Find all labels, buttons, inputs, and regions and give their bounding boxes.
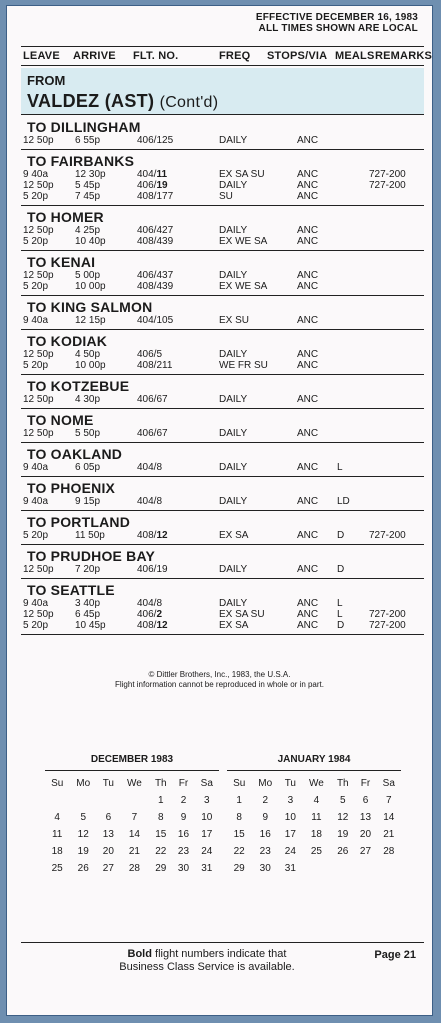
flight-meals: L bbox=[337, 598, 343, 609]
flight-number: 406/2 bbox=[137, 609, 163, 620]
flight-number: 406/5 bbox=[137, 349, 163, 360]
calendar-day: 2 bbox=[262, 795, 268, 806]
calendar-day: 28 bbox=[383, 846, 395, 857]
flight-freq: DAILY bbox=[219, 462, 248, 473]
flight-row bbox=[21, 281, 424, 292]
flight-leave: 9 40a bbox=[23, 462, 49, 473]
flight-row bbox=[21, 496, 424, 507]
calendar-day: 12 bbox=[77, 829, 89, 840]
calendar-day bbox=[377, 860, 401, 877]
calendar-day: 18 bbox=[310, 829, 322, 840]
flight-leave: 12 50p bbox=[23, 270, 54, 281]
calendar-day: 31 bbox=[284, 863, 296, 874]
flight-number: 404/8 bbox=[137, 496, 163, 507]
flight-arrive: 6 45p bbox=[75, 609, 101, 620]
destination-block bbox=[21, 116, 424, 150]
calendar-day: 5 bbox=[80, 812, 86, 823]
origin-continued: (Cont'd) bbox=[159, 94, 219, 111]
flight-number: 408/439 bbox=[137, 281, 174, 292]
destination-name: TO KENAI bbox=[27, 254, 96, 270]
flight-via: ANC bbox=[297, 598, 319, 609]
calendar-day: 8 bbox=[158, 812, 164, 823]
flight-arrive: 10 40p bbox=[75, 236, 106, 247]
calendar-day bbox=[69, 792, 97, 809]
flight-leave: 5 20p bbox=[23, 236, 49, 247]
note-line-2: Business Class Service is available. bbox=[119, 961, 295, 973]
flight-leave: 12 50p bbox=[23, 609, 54, 620]
destination-block bbox=[21, 251, 424, 296]
flight-via: ANC bbox=[297, 428, 319, 439]
col-flight-no: FLT. NO. bbox=[133, 50, 179, 62]
flight-via: ANC bbox=[297, 496, 319, 507]
flight-leave: 5 20p bbox=[23, 530, 49, 541]
calendar-day: 31 bbox=[201, 863, 213, 874]
flight-freq: EX SA SU bbox=[219, 609, 265, 620]
destination-block bbox=[21, 443, 424, 477]
flight-row bbox=[21, 315, 424, 326]
destination-block bbox=[21, 206, 424, 251]
flight-via: ANC bbox=[297, 349, 319, 360]
effective-notice bbox=[256, 12, 418, 34]
flight-leave: 12 50p bbox=[23, 564, 54, 575]
flight-number: 406/437 bbox=[137, 270, 174, 281]
calendar-day: 18 bbox=[51, 846, 63, 857]
weekday-label: Fr bbox=[178, 778, 189, 789]
calendar-day: 8 bbox=[236, 812, 242, 823]
calendar-day: 24 bbox=[201, 846, 213, 857]
calendar-day: 10 bbox=[201, 812, 213, 823]
origin-city-name: VALDEZ (AST) bbox=[27, 91, 155, 111]
calendar-day: 25 bbox=[51, 863, 63, 874]
destination-name: TO PRUDHOE BAY bbox=[27, 548, 156, 564]
calendar-day: 27 bbox=[359, 846, 372, 857]
business-class-flight: 11 bbox=[156, 169, 168, 180]
flight-number: 408/12 bbox=[137, 620, 168, 631]
flight-number: 406/427 bbox=[137, 225, 174, 236]
flight-number: 408/12 bbox=[137, 530, 168, 541]
calendar-day: 11 bbox=[51, 829, 63, 840]
flight-freq: DAILY bbox=[219, 225, 248, 236]
flight-freq: DAILY bbox=[219, 428, 248, 439]
flight-leave: 12 50p bbox=[23, 135, 54, 146]
calendar-day: 13 bbox=[359, 812, 372, 823]
calendar-day: 26 bbox=[337, 846, 349, 857]
destination-block bbox=[21, 150, 424, 206]
flight-number: 406/19 bbox=[137, 564, 168, 575]
business-class-flight: 19 bbox=[156, 180, 168, 191]
weekday-label: Su bbox=[233, 778, 246, 789]
flight-row bbox=[21, 564, 424, 575]
flight-freq: EX SU bbox=[219, 315, 250, 326]
flight-via: ANC bbox=[297, 225, 319, 236]
calendar-day: 14 bbox=[128, 829, 140, 840]
weekday-label: We bbox=[308, 778, 324, 789]
flight-via: ANC bbox=[297, 564, 319, 575]
calendar-day: 4 bbox=[54, 812, 60, 823]
from-label: FROM bbox=[27, 73, 66, 88]
destination-block bbox=[21, 409, 424, 443]
destination-block bbox=[21, 579, 424, 635]
flight-row bbox=[21, 360, 424, 371]
flight-freq: WE FR SU bbox=[219, 360, 268, 371]
calendar-day: 29 bbox=[155, 863, 167, 874]
flight-arrive: 10 00p bbox=[75, 281, 106, 292]
flight-arrive: 6 05p bbox=[75, 462, 101, 473]
flight-meals: L bbox=[337, 609, 343, 620]
flight-meals: L bbox=[337, 462, 343, 473]
flight-number: 408/211 bbox=[137, 360, 173, 371]
business-class-flight: 12 bbox=[156, 620, 168, 631]
flight-leave: 9 40a bbox=[23, 598, 49, 609]
flight-number: 404/8 bbox=[137, 462, 163, 473]
calendar-day: 25 bbox=[310, 846, 322, 857]
weekday-label: Sa bbox=[382, 778, 395, 789]
flight-meals: D bbox=[337, 620, 345, 631]
calendar-day: 9 bbox=[262, 812, 268, 823]
destination-name: TO DILLINGHAM bbox=[27, 119, 141, 135]
flight-row bbox=[21, 180, 424, 191]
calendar-day: 14 bbox=[383, 812, 395, 823]
flight-via: ANC bbox=[297, 270, 319, 281]
flight-via: ANC bbox=[297, 281, 319, 292]
destination-name: TO SEATTLE bbox=[27, 582, 115, 598]
flight-freq: EX SA bbox=[219, 530, 249, 541]
reproduction-line: Flight information cannot be reproduced in whole or in part. bbox=[114, 680, 324, 689]
calendar-day: 20 bbox=[102, 846, 114, 857]
flight-row bbox=[21, 394, 424, 405]
business-class-note bbox=[7, 948, 407, 974]
weekday-label: Tu bbox=[102, 778, 114, 789]
col-meals: MEALS bbox=[335, 50, 375, 62]
col-leave: LEAVE bbox=[23, 50, 60, 62]
flight-freq: EX WE SA bbox=[219, 236, 268, 247]
flight-arrive: 5 00p bbox=[75, 270, 101, 281]
flight-arrive: 4 30p bbox=[75, 394, 101, 405]
calendar-day: 19 bbox=[337, 829, 349, 840]
effective-date: EFFECTIVE DECEMBER 16, 1983 bbox=[255, 12, 418, 23]
calendar-day: 9 bbox=[180, 812, 187, 823]
copyright-notice bbox=[7, 670, 432, 690]
flight-arrive: 6 55p bbox=[75, 135, 101, 146]
destination-name: TO KODIAK bbox=[27, 333, 108, 349]
col-stops-via: STOPS/VIA bbox=[267, 50, 328, 62]
destination-name: TO KING SALMON bbox=[27, 299, 153, 315]
calendar-day: 3 bbox=[204, 795, 210, 806]
flight-row bbox=[21, 462, 424, 473]
flight-row bbox=[21, 428, 424, 439]
flight-row bbox=[21, 609, 424, 620]
destination-list bbox=[21, 116, 424, 635]
destination-name: TO OAKLAND bbox=[27, 446, 123, 462]
origin-city bbox=[27, 91, 218, 112]
flight-freq: DAILY bbox=[219, 564, 248, 575]
flight-via: ANC bbox=[297, 191, 319, 202]
flight-freq: SU bbox=[219, 191, 233, 202]
business-class-flight: 2 bbox=[156, 609, 163, 620]
calendar-day: 22 bbox=[155, 846, 167, 857]
flight-number: 408/177 bbox=[137, 191, 174, 202]
flight-arrive: 9 15p bbox=[75, 496, 101, 507]
destination-name: TO PHOENIX bbox=[27, 480, 116, 496]
calendar-january bbox=[227, 754, 401, 877]
weekday-label: Sa bbox=[200, 778, 213, 789]
calendar-day: 1 bbox=[158, 795, 164, 806]
flight-row bbox=[21, 270, 424, 281]
destination-name: TO FAIRBANKS bbox=[27, 153, 135, 169]
origin-band bbox=[21, 68, 424, 115]
calendar-day bbox=[331, 860, 354, 877]
flight-leave: 9 40a bbox=[23, 496, 49, 507]
calendar-day: 7 bbox=[131, 812, 138, 823]
flight-meals: D bbox=[337, 530, 345, 541]
calendar-day: 21 bbox=[128, 846, 140, 857]
calendar-day: 19 bbox=[77, 846, 89, 857]
flight-arrive: 7 45p bbox=[75, 191, 101, 202]
flight-remarks: 727-200 bbox=[369, 530, 406, 541]
flight-row bbox=[21, 169, 424, 180]
flight-via: ANC bbox=[297, 530, 319, 541]
page-number: Page 21 bbox=[374, 949, 416, 961]
calendar-day: 5 bbox=[340, 795, 346, 806]
flight-freq: DAILY bbox=[219, 180, 248, 191]
destination-block bbox=[21, 511, 424, 545]
calendar-title: DECEMBER 1983 bbox=[45, 754, 219, 771]
weekday-label: Mo bbox=[76, 778, 91, 789]
calendar-day: 7 bbox=[386, 795, 392, 806]
flight-via: ANC bbox=[297, 135, 319, 146]
calendar-day: 24 bbox=[284, 846, 296, 857]
column-header bbox=[21, 46, 433, 66]
flight-via: ANC bbox=[297, 360, 319, 371]
calendar-day: 30 bbox=[259, 863, 271, 874]
calendar-title: JANUARY 1984 bbox=[227, 754, 401, 771]
note-text: flight numbers indicate that bbox=[151, 948, 287, 960]
flight-arrive: 10 45p bbox=[75, 620, 106, 631]
calendar-day: 16 bbox=[259, 829, 271, 840]
calendar-day: 4 bbox=[313, 795, 320, 806]
calendar-grid bbox=[227, 775, 401, 877]
flight-freq: DAILY bbox=[219, 135, 248, 146]
flight-arrive: 11 50p bbox=[75, 530, 105, 541]
flight-leave: 5 20p bbox=[23, 620, 49, 631]
flight-leave: 5 20p bbox=[23, 360, 49, 371]
col-remarks: REMARKS bbox=[375, 50, 433, 62]
flight-number: 408/439 bbox=[137, 236, 174, 247]
weekday-label: Su bbox=[51, 778, 64, 789]
flight-freq: EX WE SA bbox=[219, 281, 268, 292]
calendar-grid bbox=[45, 775, 219, 877]
calendar-day: 12 bbox=[337, 812, 349, 823]
calendar-day: 21 bbox=[383, 829, 395, 840]
flight-leave: 12 50p bbox=[23, 180, 54, 191]
calendar-day bbox=[97, 792, 120, 809]
weekday-label: Th bbox=[154, 778, 167, 789]
flight-arrive: 12 15p bbox=[75, 315, 106, 326]
weekday-label: Fr bbox=[360, 778, 371, 789]
flight-via: ANC bbox=[297, 180, 319, 191]
flight-leave: 5 20p bbox=[23, 281, 49, 292]
flight-via: ANC bbox=[297, 620, 319, 631]
flight-row bbox=[21, 349, 424, 360]
flight-row bbox=[21, 225, 424, 236]
flight-freq: DAILY bbox=[219, 349, 248, 360]
calendar-day: 11 bbox=[311, 812, 322, 823]
local-times-note: ALL TIMES SHOWN ARE LOCAL bbox=[258, 23, 418, 34]
flight-freq: EX SA bbox=[219, 620, 249, 631]
calendar-day: 23 bbox=[259, 846, 271, 857]
calendar-day: 22 bbox=[233, 846, 245, 857]
calendar-day bbox=[45, 792, 69, 809]
flight-leave: 9 40a bbox=[23, 169, 49, 180]
flight-freq: DAILY bbox=[219, 270, 248, 281]
flight-number: 404/105 bbox=[137, 315, 174, 326]
destination-name: TO PORTLAND bbox=[27, 514, 131, 530]
flight-arrive: 7 20p bbox=[75, 564, 101, 575]
calendar-day bbox=[120, 792, 150, 809]
destination-block bbox=[21, 477, 424, 511]
destination-name: TO KOTZEBUE bbox=[27, 378, 130, 394]
flight-leave: 12 50p bbox=[23, 428, 54, 439]
flight-remarks: 727-200 bbox=[369, 609, 406, 620]
calendar-day: 17 bbox=[201, 829, 213, 840]
col-arrive: ARRIVE bbox=[73, 50, 116, 62]
flight-row bbox=[21, 598, 424, 609]
destination-name: TO NOME bbox=[27, 412, 94, 428]
flight-number: 406/67 bbox=[137, 428, 168, 439]
note-bold-word: Bold bbox=[127, 948, 152, 960]
calendar-day: 13 bbox=[102, 829, 114, 840]
calendar-day: 23 bbox=[177, 846, 190, 857]
flight-row bbox=[21, 191, 424, 202]
flight-via: ANC bbox=[297, 236, 319, 247]
flight-number: 406/67 bbox=[137, 394, 168, 405]
flight-freq: DAILY bbox=[219, 394, 248, 405]
flight-number: 406/19 bbox=[137, 180, 168, 191]
destination-block bbox=[21, 296, 424, 330]
timetable-page bbox=[6, 5, 433, 1016]
flight-arrive: 3 40p bbox=[75, 598, 101, 609]
flight-row bbox=[21, 236, 424, 247]
flight-leave: 12 50p bbox=[23, 225, 54, 236]
weekday-label: We bbox=[126, 778, 142, 789]
calendar-day: 15 bbox=[155, 829, 167, 840]
calendar-day: 3 bbox=[287, 795, 294, 806]
flight-row bbox=[21, 530, 424, 541]
flight-arrive: 5 45p bbox=[75, 180, 101, 191]
calendar-day: 17 bbox=[284, 829, 296, 840]
flight-remarks: 727-200 bbox=[369, 169, 406, 180]
calendar-day: 15 bbox=[233, 829, 245, 840]
weekday-label: Mo bbox=[258, 778, 273, 789]
flight-number: 404/8 bbox=[137, 598, 163, 609]
weekday-label: Tu bbox=[284, 778, 296, 789]
calendar-day bbox=[302, 860, 332, 877]
flight-arrive: 12 30p bbox=[75, 169, 106, 180]
flight-leave: 9 40a bbox=[23, 315, 49, 326]
flight-row bbox=[21, 135, 424, 146]
business-class-flight: 12 bbox=[156, 530, 168, 541]
flight-via: ANC bbox=[297, 394, 319, 405]
calendar-day: 28 bbox=[128, 863, 140, 874]
flight-via: ANC bbox=[297, 169, 319, 180]
calendar-day: 2 bbox=[180, 795, 187, 806]
flight-freq: EX SA SU bbox=[219, 169, 265, 180]
flight-number: 406/125 bbox=[137, 135, 174, 146]
calendar-day: 26 bbox=[77, 863, 89, 874]
flight-via: ANC bbox=[297, 315, 319, 326]
flight-meals: LD bbox=[337, 496, 350, 507]
destination-name: TO HOMER bbox=[27, 209, 104, 225]
calendar-december bbox=[45, 754, 219, 877]
flight-arrive: 10 00p bbox=[75, 360, 106, 371]
calendar-day: 30 bbox=[177, 863, 190, 874]
flight-number: 404/11 bbox=[137, 169, 168, 180]
flight-via: ANC bbox=[297, 609, 319, 620]
flight-remarks: 727-200 bbox=[369, 620, 406, 631]
flight-arrive: 4 25p bbox=[75, 225, 101, 236]
calendar-day: 6 bbox=[105, 812, 112, 823]
flight-meals: D bbox=[337, 564, 345, 575]
flight-remarks: 727-200 bbox=[369, 180, 406, 191]
flight-freq: DAILY bbox=[219, 598, 248, 609]
calendar-day: 16 bbox=[177, 829, 190, 840]
calendar-day: 27 bbox=[102, 863, 114, 874]
calendar-day: 20 bbox=[359, 829, 372, 840]
copyright-line: © Dittler Brothers, Inc., 1983, the U.S.A. bbox=[148, 670, 291, 679]
flight-arrive: 5 50p bbox=[75, 428, 101, 439]
flight-leave: 12 50p bbox=[23, 349, 54, 360]
calendar-day: 29 bbox=[233, 863, 245, 874]
calendar-day: 10 bbox=[284, 812, 296, 823]
destination-block bbox=[21, 375, 424, 409]
flight-leave: 12 50p bbox=[23, 394, 54, 405]
destination-block bbox=[21, 330, 424, 375]
flight-arrive: 4 50p bbox=[75, 349, 101, 360]
flight-via: ANC bbox=[297, 462, 319, 473]
flight-freq: DAILY bbox=[219, 496, 248, 507]
col-freq: FREQ bbox=[219, 50, 251, 62]
footer-rule bbox=[21, 942, 424, 943]
calendar-day: 6 bbox=[362, 795, 369, 806]
calendar-day bbox=[354, 860, 376, 877]
weekday-label: Th bbox=[336, 778, 349, 789]
destination-block bbox=[21, 545, 424, 579]
calendar-day: 1 bbox=[236, 795, 242, 806]
flight-row bbox=[21, 620, 424, 631]
flight-leave: 5 20p bbox=[23, 191, 49, 202]
